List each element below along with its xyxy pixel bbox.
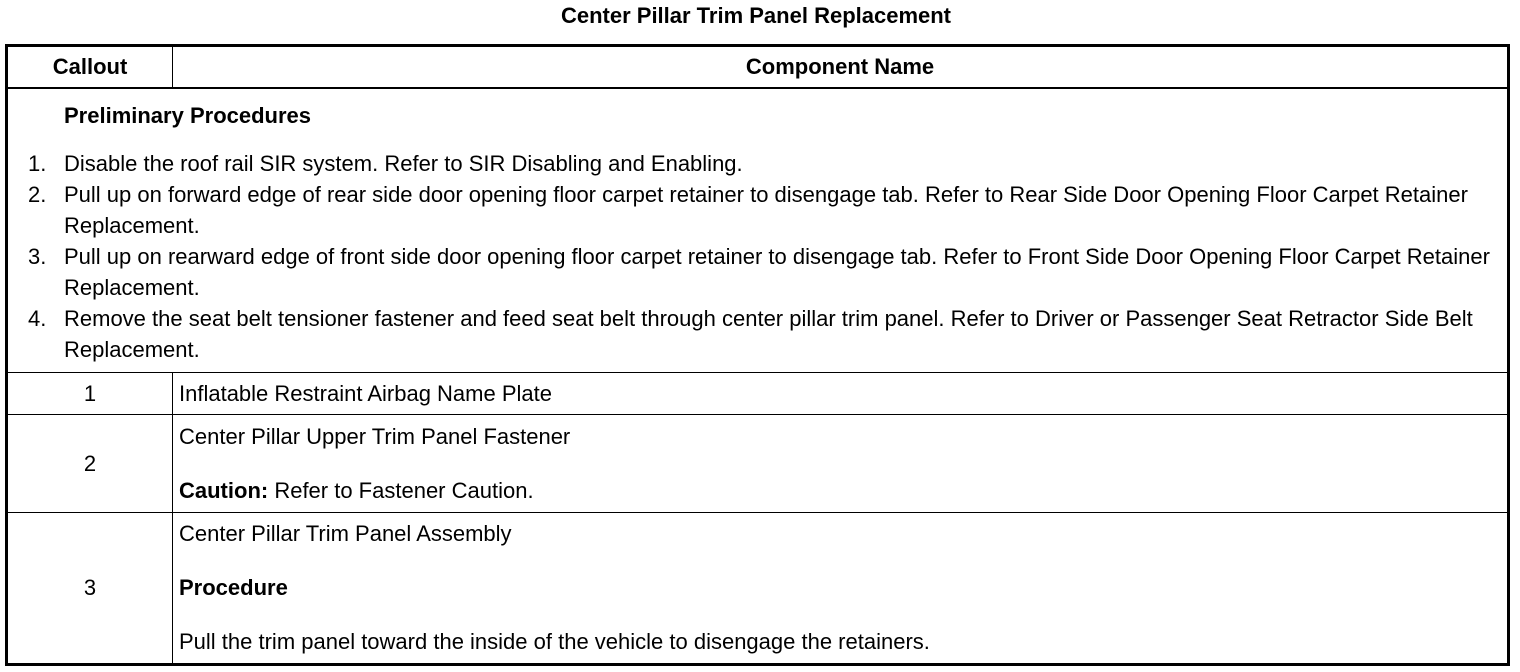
component-name-cell bbox=[173, 373, 1509, 415]
caution-note bbox=[179, 478, 1507, 504]
component-name: Center Pillar Trim Panel Assembly bbox=[179, 521, 512, 546]
preliminary-steps-list bbox=[8, 148, 1507, 365]
table-row bbox=[7, 513, 1509, 665]
list-item bbox=[8, 303, 1507, 365]
list-item bbox=[8, 241, 1507, 303]
list-item bbox=[8, 148, 1507, 179]
procedure-table bbox=[5, 44, 1510, 666]
step-number: 3. bbox=[28, 244, 47, 269]
step-text: Remove the seat belt tensioner fastener and feed seat belt through center pillar trim panel. Refer to Driver or Passenger Seat Retractor Side Belt Replacement. bbox=[64, 306, 1473, 362]
procedure-text: Pull the trim panel toward the inside of the vehicle to disengage the retainers. bbox=[179, 629, 930, 654]
component-name-cell bbox=[173, 415, 1509, 513]
step-text: Pull up on rearward edge of front side door opening floor carpet retainer to disengage tab. Refer to Front Side Door Opening Floor Carpet Retainer Replacement. bbox=[64, 244, 1490, 300]
component-name: Center Pillar Upper Trim Panel Fastener bbox=[179, 423, 571, 449]
callout-cell: 1 bbox=[7, 373, 173, 415]
step-number: 2. bbox=[28, 182, 47, 207]
caution-label: Caution: bbox=[179, 477, 269, 503]
preliminary-procedures-cell bbox=[7, 88, 1509, 373]
caution-text: Refer to Fastener Caution. bbox=[268, 477, 534, 503]
component-name: Inflatable Restraint Airbag Name Plate bbox=[179, 380, 552, 406]
preliminary-procedures-row bbox=[7, 88, 1509, 373]
callout-column-header: Callout bbox=[7, 46, 173, 89]
table-row bbox=[7, 373, 1509, 415]
page-title: Center Pillar Trim Panel Replacement bbox=[560, 3, 952, 28]
procedure-heading: Procedure bbox=[179, 575, 288, 600]
step-number: 4. bbox=[28, 306, 47, 331]
list-item bbox=[8, 179, 1507, 241]
callout-cell: 3 bbox=[7, 513, 173, 665]
table-header-row bbox=[7, 46, 1509, 89]
component-name-cell bbox=[173, 513, 1509, 665]
table-row bbox=[7, 415, 1509, 513]
step-text: Pull up on forward edge of rear side door opening floor carpet retainer to disengage tab. Refer to Rear Side Door Opening Floor Carpet Retainer Replacement. bbox=[64, 182, 1468, 238]
step-number: 1. bbox=[28, 151, 47, 176]
component-name-column-header: Component Name bbox=[173, 46, 1509, 89]
step-text: Disable the roof rail SIR system. Refer to SIR Disabling and Enabling. bbox=[64, 151, 743, 176]
callout-cell: 2 bbox=[7, 415, 173, 513]
preliminary-procedures-heading: Preliminary Procedures bbox=[64, 103, 312, 128]
